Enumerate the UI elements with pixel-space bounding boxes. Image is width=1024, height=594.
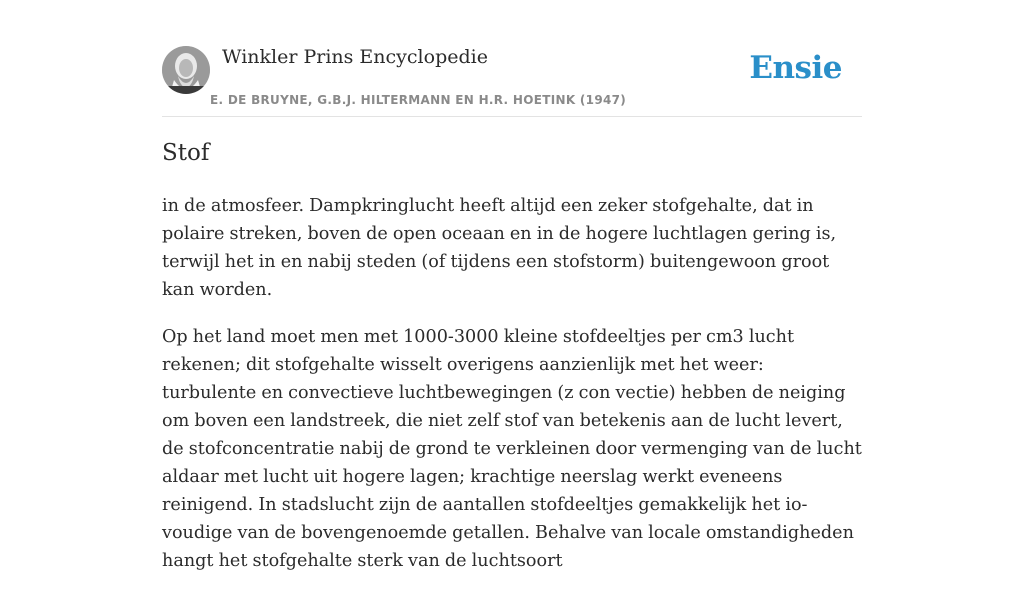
- author-portrait-icon: [162, 46, 210, 94]
- page: [162, 0, 862, 571]
- author-avatar[interactable]: [162, 46, 210, 94]
- article-paragraph: in de atmosfeer. Dampkringlucht heeft altijd een zeker stofgehalte, dat in polaire streken, boven de open oceaan en in de hogere luchtlagen gering is, terwijl het in en nabij steden (of tijdens een stofstorm) buitengewoon groot kan worden.: [162, 196, 837, 300]
- book-title[interactable]: Winkler Prins Encyclopedie: [222, 46, 488, 68]
- header: [162, 0, 862, 117]
- article-title: Stof: [162, 140, 210, 166]
- article-paragraph: Op het land moet men met 1000-3000 kleine stofdeeltjes per cm3 lucht rekenen; dit stofgehalte wisselt overigens aanzienlijk met het weer: turbulente en convectieve luchtbewegingen (z con vectie) hebben de neiging om boven een landstreek, die niet zelf stof van betekenis aan de lucht levert, de stofconcentratie nabij de grond te verkleinen door vermenging van de lucht aldaar met lucht uit hogere lagen; krachtige neerslag werkt eveneens reinigend. In stadslucht zijn de aantallen stofdeeltjes gemakkelijk het io-voudige van de bovengenoemde getallen. Behalve van locale omstandigheden hangt het stofgehalte sterk van de luchtsoort: [162, 327, 862, 571]
- article-body: [162, 192, 862, 594]
- brand-logo[interactable]: Ensie: [749, 50, 842, 86]
- authors-line: E. DE BRUYNE, G.B.J. HILTERMANN EN H.R. HOETINK (1947): [210, 93, 627, 107]
